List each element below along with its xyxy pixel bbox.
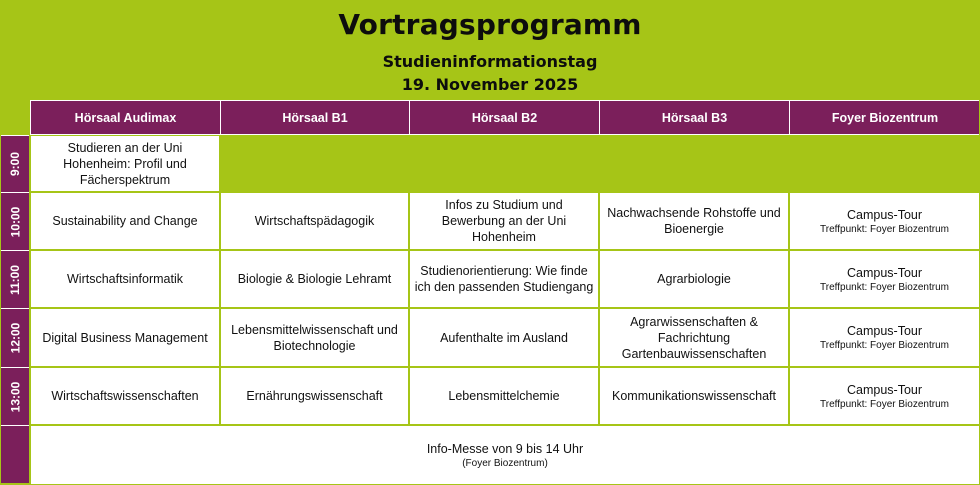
session-title: Wirtschaftspädagogik <box>254 214 375 228</box>
session-title: Digital Business Management <box>42 330 208 345</box>
session-title: Biologie & Biologie Lehramt <box>237 272 392 286</box>
session-title: Wirtschaftsinformatik <box>67 272 183 286</box>
session-cell <box>30 367 220 425</box>
meeting-point-note: Treffpunkt: Foyer Biozentrum <box>820 340 949 351</box>
session-cell <box>409 367 599 425</box>
session-cell <box>220 250 409 308</box>
session-title: Nachwachsende Rohstoffe und Bioenergie <box>607 206 781 236</box>
session-cell <box>30 135 220 192</box>
session-title: Wirtschaftswissenschaften <box>51 389 199 403</box>
column-header-audimax: Hörsaal Audimax <box>30 100 220 134</box>
session-title: Infos zu Studium und Bewerbung an der Uni Hohenheim <box>441 198 567 244</box>
event-date: 19. November 2025 <box>401 75 579 94</box>
session-title: Studieren an der Uni Hohenheim: Profil und Fächerspektrum <box>63 140 187 187</box>
info-fair-cell <box>30 425 980 485</box>
session-title: Lebensmittelwissenschaft und Biotechnologie <box>231 322 398 353</box>
campus-tour-cell <box>789 308 980 367</box>
session-cell <box>220 192 409 250</box>
session-cell <box>599 367 789 425</box>
session-title: Agrarbiologie <box>657 272 731 286</box>
empty-slot <box>220 135 980 192</box>
column-header-b3: Hörsaal B3 <box>599 100 789 134</box>
session-title: Studienorientierung: Wie finde ich den passenden Studiengang <box>414 264 594 294</box>
meeting-point-note: Treffpunkt: Foyer Biozentrum <box>820 281 949 293</box>
page-subtitle: Studieninformationstag <box>382 52 598 71</box>
column-header-foyer: Foyer Biozentrum <box>789 100 980 134</box>
time-label: 10:00 <box>1 192 29 250</box>
time-label: 11:00 <box>1 250 29 308</box>
time-label: 13:00 <box>1 367 29 425</box>
session-title: Kommunikationswissenschaft <box>612 389 776 403</box>
campus-tour-title: Campus-Tour <box>846 324 923 338</box>
session-cell <box>30 192 220 250</box>
footer-time-marker <box>1 425 29 483</box>
session-cell <box>220 308 409 367</box>
session-title: Lebensmittelchemie <box>448 389 560 403</box>
session-title: Sustainability and Change <box>52 214 198 228</box>
session-cell <box>409 192 599 250</box>
campus-tour-title: Campus-Tour <box>846 382 923 397</box>
session-cell <box>30 308 220 367</box>
session-title: Agrarwissenschaften & Fachrichtung Gartenbauwissenschaften <box>621 314 767 361</box>
info-fair-location: (Foyer Biozentrum) <box>462 457 548 469</box>
session-cell <box>409 250 599 308</box>
meeting-point-note: Treffpunkt: Foyer Biozentrum <box>820 223 949 235</box>
campus-tour-cell <box>789 192 980 250</box>
session-cell <box>220 367 409 425</box>
info-fair-title: Info-Messe von 9 bis 14 Uhr <box>426 441 584 456</box>
campus-tour-title: Campus-Tour <box>846 265 923 280</box>
page-title: Vortragsprogramm <box>338 8 642 41</box>
session-cell <box>599 192 789 250</box>
time-label: 12:00 <box>1 308 29 367</box>
time-label: 9:00 <box>1 135 29 192</box>
session-cell <box>599 250 789 308</box>
column-header-b1: Hörsaal B1 <box>220 100 409 134</box>
column-header-b2: Hörsaal B2 <box>409 100 599 134</box>
session-cell <box>599 308 789 367</box>
campus-tour-title: Campus-Tour <box>846 207 923 222</box>
session-cell <box>409 308 599 367</box>
header-banner <box>0 0 980 100</box>
session-cell <box>30 250 220 308</box>
session-title: Aufenthalte im Ausland <box>440 330 568 345</box>
campus-tour-cell <box>789 250 980 308</box>
session-title: Ernährungswissenschaft <box>246 389 383 403</box>
meeting-point-note: Treffpunkt: Foyer Biozentrum <box>820 398 949 410</box>
campus-tour-cell <box>789 367 980 425</box>
